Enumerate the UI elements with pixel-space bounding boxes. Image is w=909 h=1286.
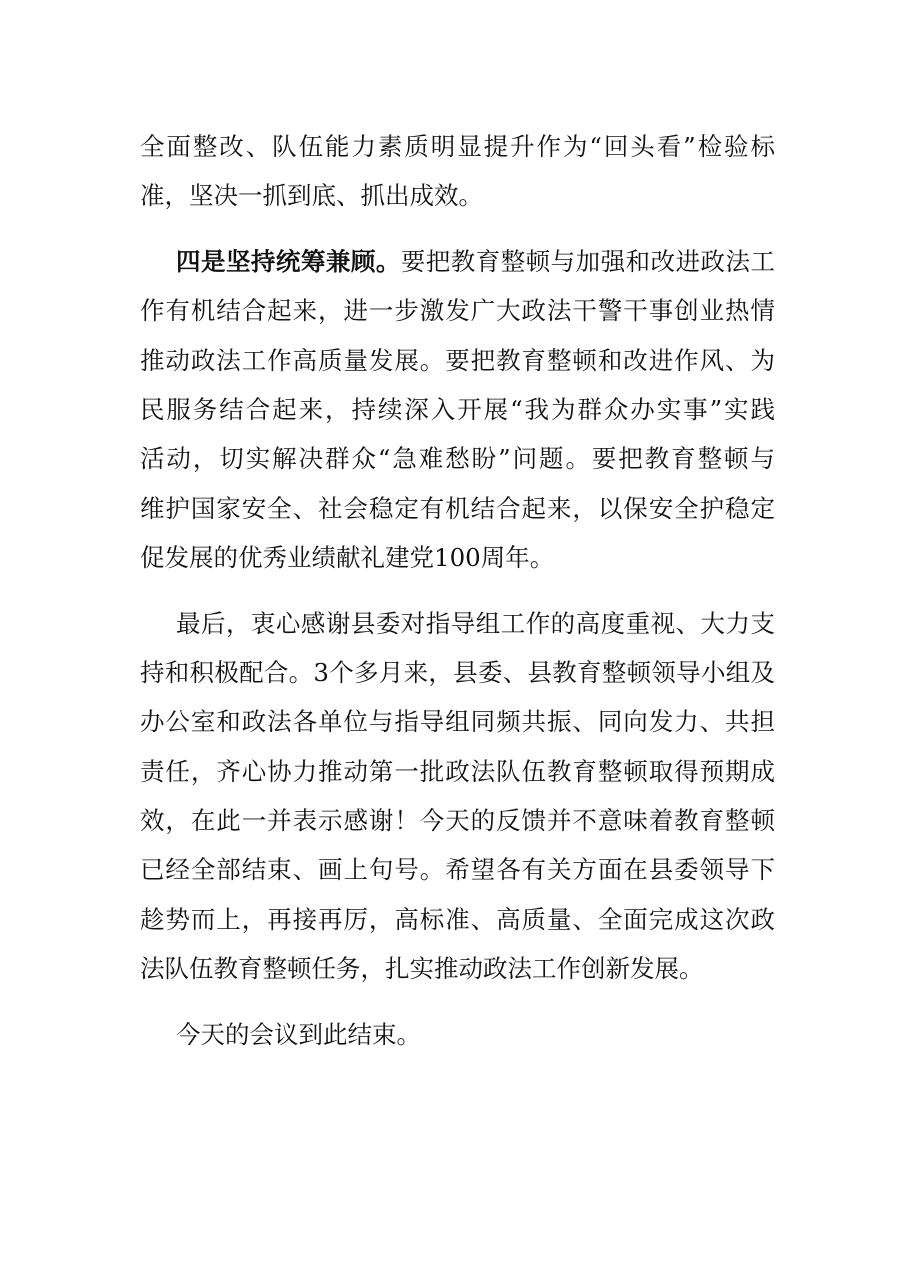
paragraph-1 bbox=[140, 122, 775, 221]
paragraph-3 bbox=[140, 599, 775, 994]
paragraph-2-line-1-text: 要把教育整顿与加强和改进政法工 bbox=[400, 246, 776, 276]
paragraph-3-line-6: 已经全部结束、画上句号。希望各有关方面在县委领导下 bbox=[140, 855, 775, 885]
paragraph-1-line-1: 全面整改、队伍能力素质明显提升作为“回头看”检验标 bbox=[140, 132, 775, 161]
paragraph-2-line-4: 民服务结合起来，持续深入开展“我为群众办实事”实践 bbox=[140, 394, 775, 424]
paragraph-4 bbox=[140, 1010, 775, 1059]
paragraph-3-line-5: 效，在此一并表示感谢！今天的反馈并不意味着教育整顿 bbox=[140, 806, 775, 836]
paragraph-3-line-1: 最后，衷心感谢县委对指导组工作的高度重视、大力支 bbox=[176, 608, 775, 638]
paragraph-2-line-6: 维护国家安全、社会稳定有机结合起来，以保安全护稳定 bbox=[140, 493, 775, 523]
document-body bbox=[140, 122, 775, 1059]
paragraph-2-line-2: 作有机结合起来，进一步激发广大政法干警干事创业热情 bbox=[140, 296, 775, 326]
paragraph-2-line-7: 促发展的优秀业绩献礼建党100周年。 bbox=[140, 543, 555, 573]
paragraph-2-line-3: 推动政法工作高质量发展。要把教育整顿和改进作风、为 bbox=[140, 345, 775, 375]
paragraph-3-line-4: 责任，齐心协力推动第一批政法队伍教育整顿取得预期成 bbox=[140, 756, 775, 786]
paragraph-2 bbox=[140, 237, 775, 583]
paragraph-2-line-5: 活动，切实解决群众“急难愁盼”问题。要把教育整顿与 bbox=[140, 444, 775, 474]
paragraph-2-heading: 四是坚持统筹兼顾。 bbox=[176, 246, 401, 276]
paragraph-3-line-7: 趁势而上，再接再厉，高标准、高质量、全面完成这次政 bbox=[140, 904, 775, 934]
paragraph-2-line-1 bbox=[140, 237, 775, 286]
paragraph-3-line-3: 办公室和政法各单位与指导组同频共振、同向发力、共担 bbox=[140, 707, 775, 737]
paragraph-1-line-2: 准，坚决一抓到底、抓出成效。 bbox=[140, 181, 483, 211]
paragraph-4-line-1: 今天的会议到此结束。 bbox=[176, 1019, 421, 1049]
paragraph-3-line-8: 法队伍教育整顿任务，扎实推动政法工作创新发展。 bbox=[140, 954, 704, 984]
paragraph-3-line-2: 持和积极配合。3个多月来，县委、县教育整顿领导小组及 bbox=[140, 657, 775, 687]
